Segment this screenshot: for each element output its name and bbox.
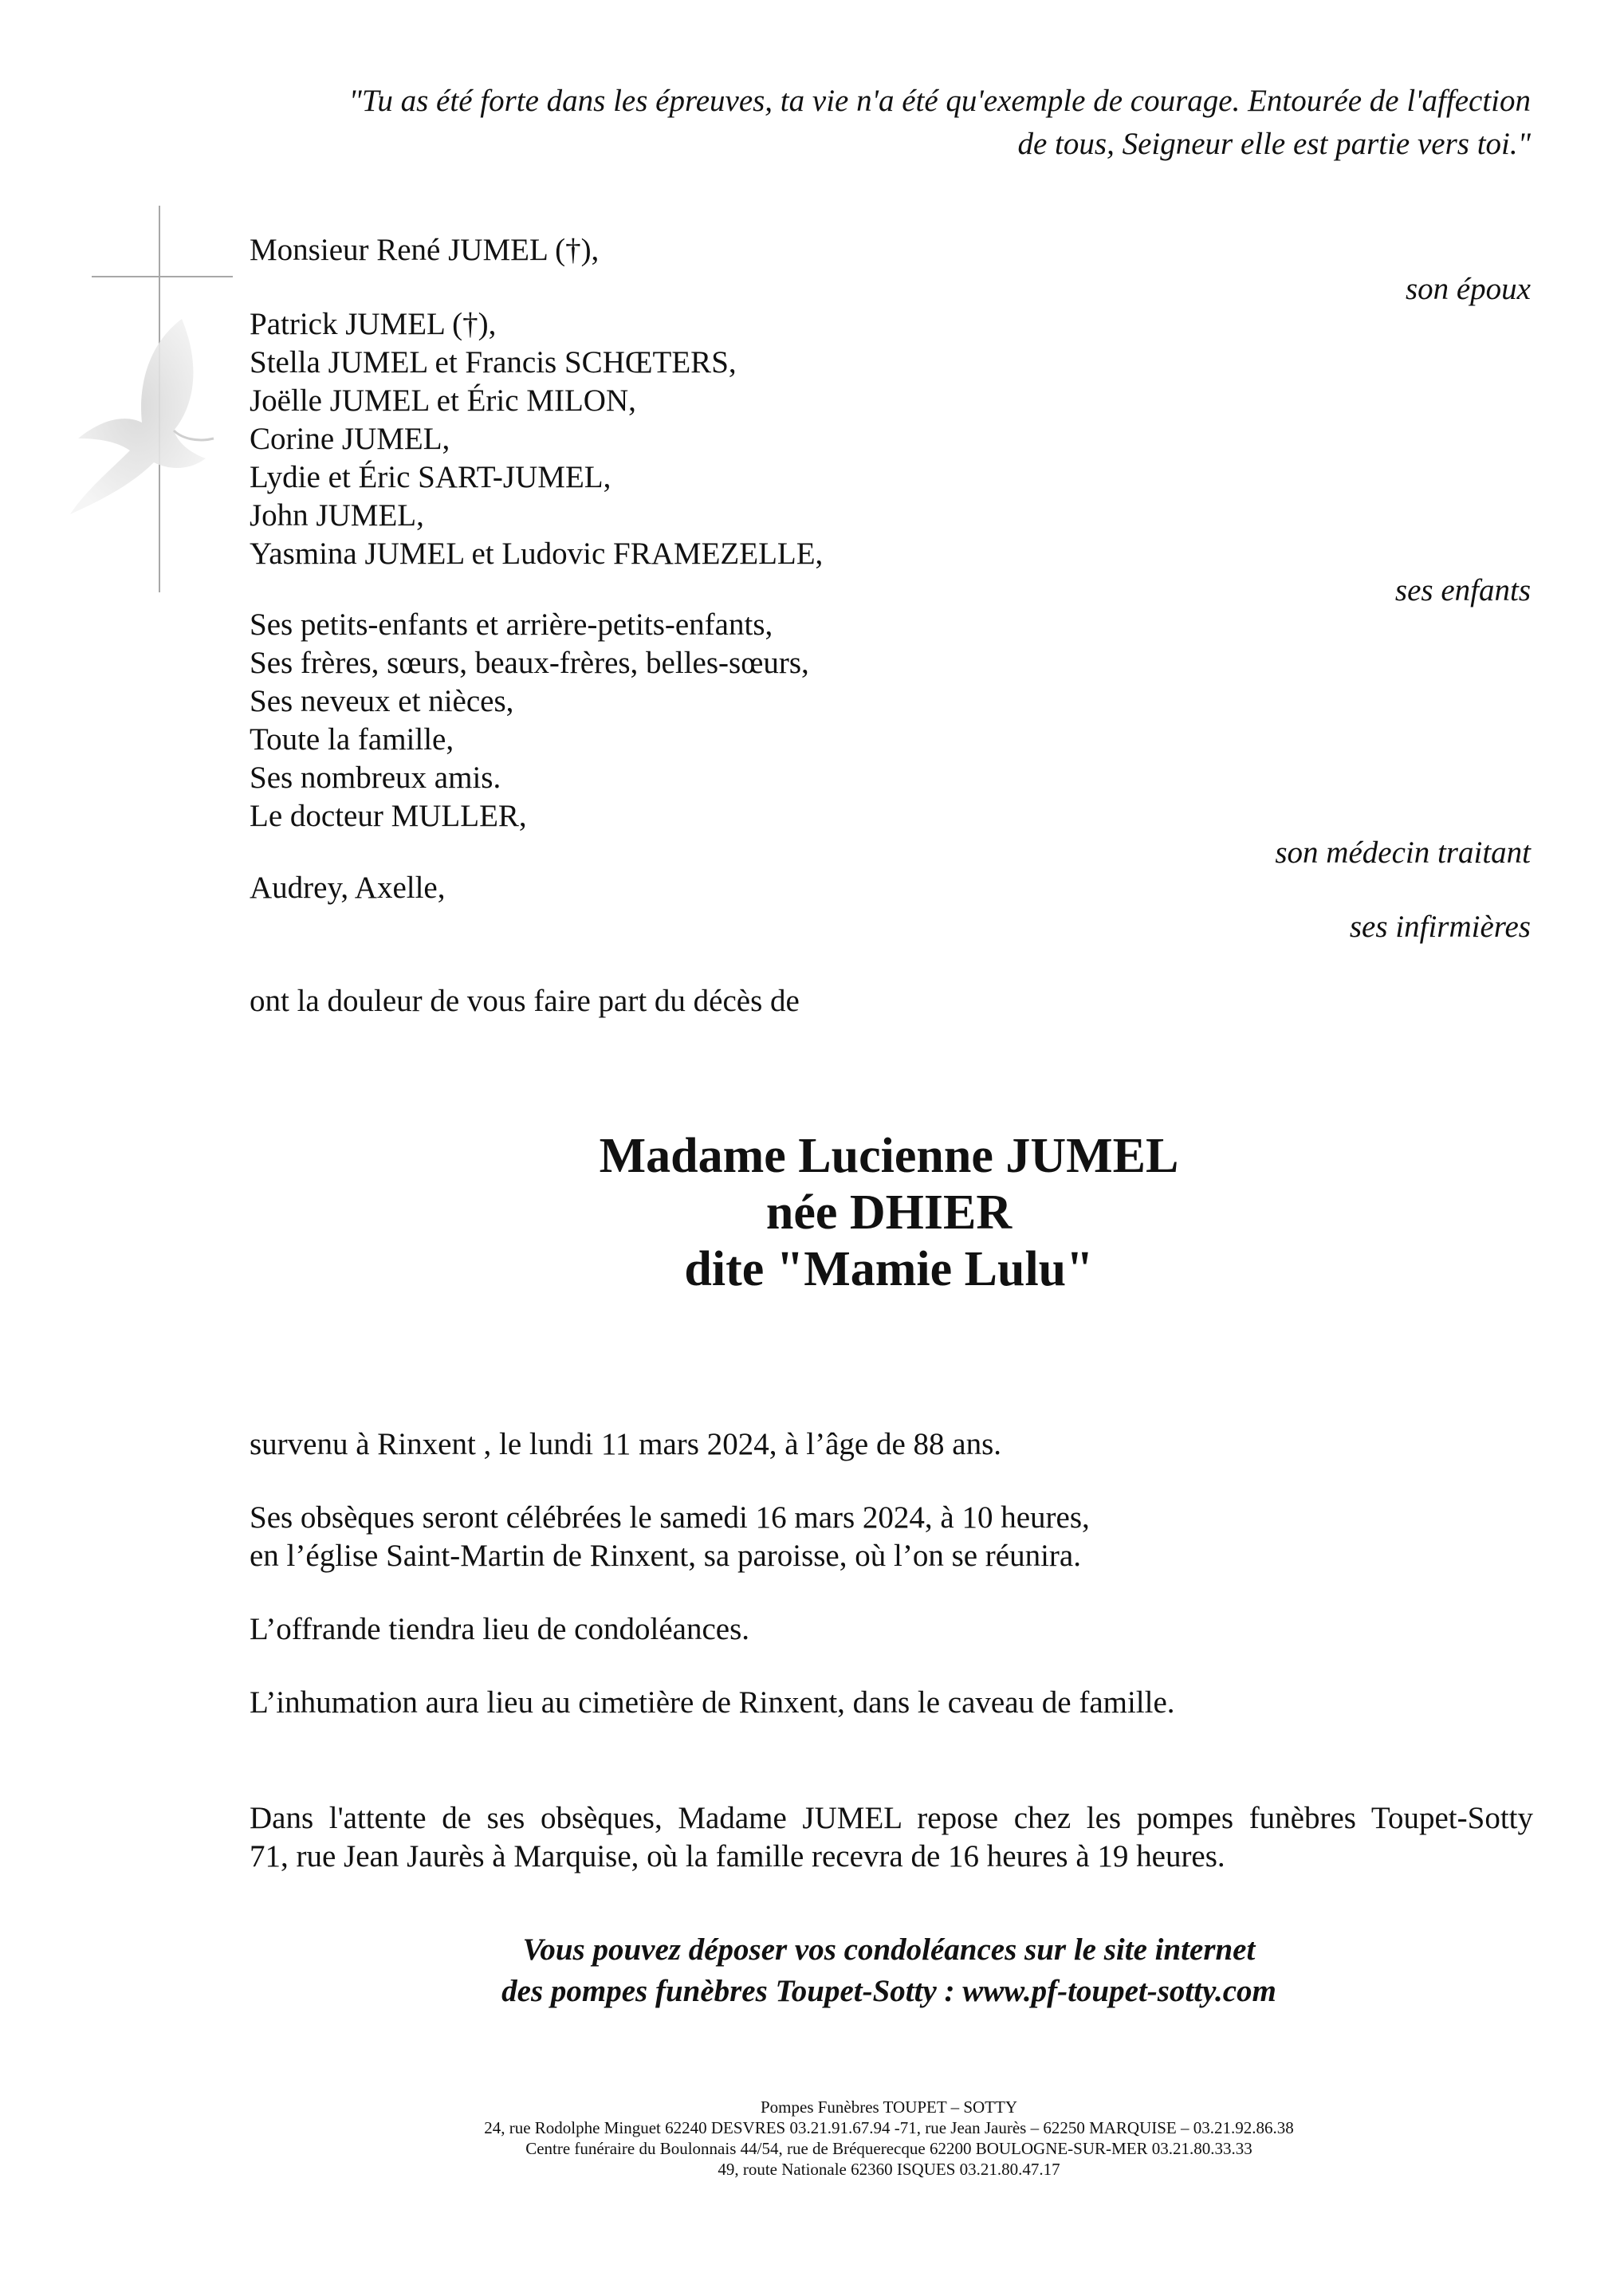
family-line: Ses nombreux amis. <box>250 761 501 795</box>
children-list <box>250 305 823 573</box>
nurses-role: ses infirmières <box>1349 910 1531 944</box>
footer-company: Pompes Funèbres TOUPET – SOTTY <box>760 2097 1017 2117</box>
child-name: Joëlle JUMEL et Éric MILON, <box>250 383 636 418</box>
condolences-line-1: Vous pouvez déposer vos condoléances sur le site internet <box>522 1932 1256 1967</box>
child-name: Lydie et Éric SART-JUMEL, <box>250 460 611 494</box>
family-line: Toute la famille, <box>250 722 454 757</box>
condolences-line-2: des pompes funèbres Toupet-Sotty : www.pf-toupet-sotty.com <box>501 1974 1276 2008</box>
family-line: Ses frères, sœurs, beaux-frères, belles-sœurs, <box>250 646 809 680</box>
announcement: ont la douleur de vous faire part du décès de <box>250 984 800 1018</box>
rest-line-1: Dans l'attente de ses obsèques, Madame JUMEL repose chez les pompes funèbres Toupet-Sotty <box>250 1801 1533 1835</box>
offering-text: L’offrande tiendra lieu de condoléances. <box>250 1612 749 1646</box>
funeral-details <box>250 1499 1533 1575</box>
husband-name: Monsieur René JUMEL (†), <box>250 233 600 267</box>
family-line: Ses neveux et nièces, <box>250 684 514 718</box>
rest-line-2: 71, rue Jean Jaurès à Marquise, où la famille recevra de 16 heures à 19 heures. <box>250 1839 1225 1873</box>
nurses-names: Audrey, Axelle, <box>250 871 446 905</box>
burial-text: L’inhumation aura lieu au cimetière de Rinxent, dans le caveau de famille. <box>250 1685 1175 1720</box>
child-name: Patrick JUMEL (†), <box>250 307 497 341</box>
deceased-nickname: dite "Mamie Lulu" <box>684 1242 1094 1296</box>
deceased-name-block <box>0 1128 1624 1298</box>
quote-line-1: "Tu as été forte dans les épreuves, ta vie n'a été qu'exemple de courage. Entourée de l'affection <box>348 84 1531 118</box>
death-details: survenu à Rinxent , le lundi 11 mars 2024, à l’âge de 88 ans. <box>250 1427 1002 1461</box>
family-line: Ses petits-enfants et arrière-petits-enfants, <box>250 607 773 642</box>
funeral-line-2: en l’église Saint-Martin de Rinxent, sa paroisse, où l’on se réunira. <box>250 1539 1081 1573</box>
husband-role: son époux <box>1405 272 1531 306</box>
funeral-home-footer <box>0 2097 1624 2180</box>
children-role: ses enfants <box>1394 573 1531 607</box>
deceased-name: Madame Lucienne JUMEL <box>599 1129 1179 1183</box>
footer-address-1: 24, rue Rodolphe Minguet 62240 DESVRES 03.21.91.67.94 -71, rue Jean Jaurès – 62250 MARQUISE – 03.21.92.86.38 <box>484 2118 1294 2137</box>
cross-horizontal-bar <box>92 276 233 277</box>
opening-quote <box>263 80 1531 166</box>
child-name: Corine JUMEL, <box>250 422 450 456</box>
rest-details <box>250 1799 1533 1876</box>
quote-line-2: de tous, Seigneur elle est partie vers toi." <box>1017 127 1531 161</box>
footer-address-3: 49, route Nationale 62360 ISQUES 03.21.80.47.17 <box>718 2160 1060 2179</box>
deceased-maiden-name: née DHIER <box>765 1185 1013 1240</box>
dove-icon <box>62 311 222 534</box>
doctor-role: son médecin traitant <box>1275 835 1531 870</box>
footer-address-2: Centre funéraire du Boulonnais 44/54, rue de Bréquerecque 62200 BOULOGNE-SUR-MER 03.21.80.33.33 <box>525 2139 1252 2158</box>
child-name: John JUMEL, <box>250 498 424 533</box>
child-name: Stella JUMEL et Francis SCHŒTERS, <box>250 345 737 379</box>
family-line: Le docteur MULLER, <box>250 799 527 833</box>
condolences-notice <box>0 1929 1624 2012</box>
child-name: Yasmina JUMEL et Ludovic FRAMEZELLE, <box>250 537 824 571</box>
funeral-line-1: Ses obsèques seront célébrées le samedi 16 mars 2024, à 10 heures, <box>250 1500 1090 1535</box>
family-list <box>250 606 809 835</box>
